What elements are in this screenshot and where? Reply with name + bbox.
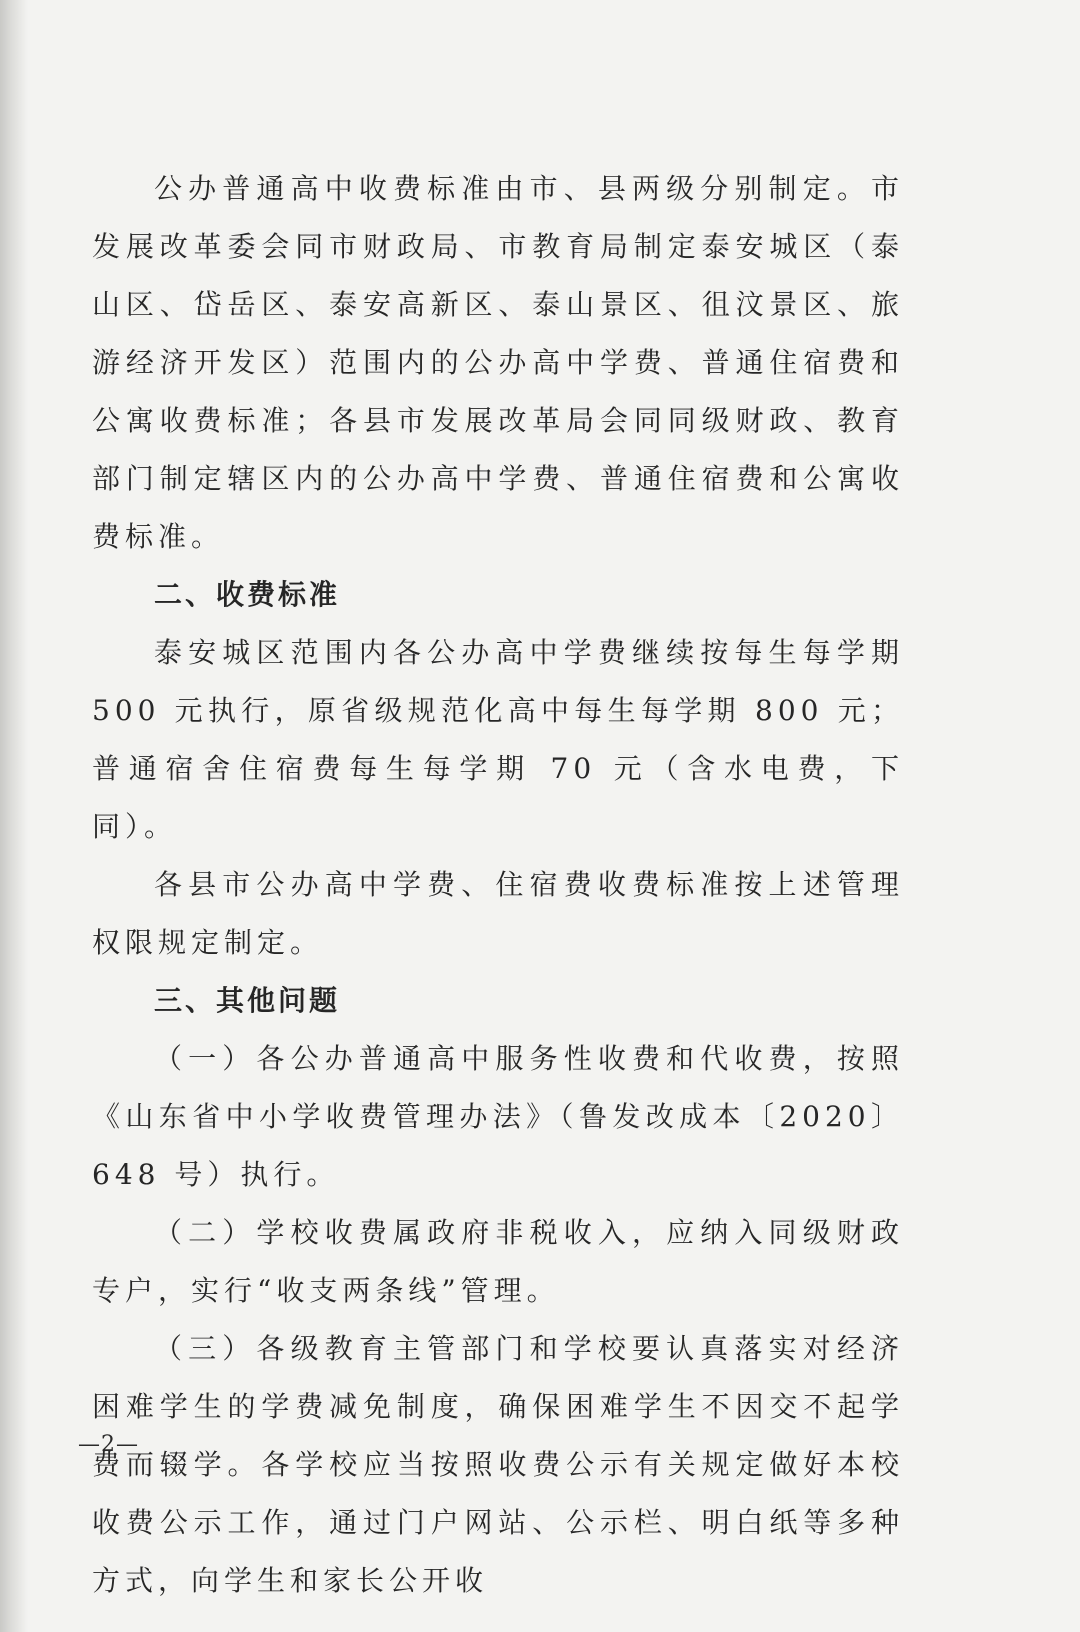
paragraph-item-3: （三）各级教育主管部门和学校要认真落实对经济困难学生的学费减免制度，确保困难学生不因交不起学费而辍学。各学校应当按照收费公示有关规定做好本校收费公示工作，通过门户网站、公示栏、明白纸等多种方式，向学生和家长公开收 — [92, 1332, 904, 1597]
section-heading-other-issues: 三、其他问题 — [154, 984, 341, 1017]
scan-edge-shadow — [0, 0, 28, 1632]
paragraph-item-1: （一）各公办普通高中服务性收费和代收费，按照《山东省中小学收费管理办法》（鲁发改成本〔2020〕648 号）执行。 — [92, 1042, 904, 1191]
paragraph-city-fees: 泰安城区范围内各公办高中学费继续按每生每学期 500 元执行，原省级规范化高中每生每学期 800 元；普通宿舍住宿费每生每学期 70 元（含水电费，下同）。 — [92, 636, 904, 843]
paragraph-county-fees: 各县市公办高中学费、住宿费收费标准按上述管理权限规定制定。 — [92, 868, 904, 959]
paragraph-item-2: （二）学校收费属政府非税收入，应纳入同级财政专户，实行“收支两条线”管理。 — [92, 1216, 904, 1307]
paragraph-fee-authority: 公办普通高中收费标准由市、县两级分别制定。市发展改革委会同市财政局、市教育局制定泰安城区（泰山区、岱岳区、泰安高新区、泰山景区、徂汶景区、旅游经济开发区）范围内的公办高中学费、普通住宿费和公寓收费标准；各县市发展改革局会同同级财政、教育部门制定辖区内的公办高中学费、普通住宿费和公寓收费标准。 — [92, 172, 904, 553]
document-body — [92, 160, 904, 1610]
page-number: —2— — [78, 1432, 139, 1457]
section-heading-fee-standards: 二、收费标准 — [154, 578, 341, 611]
